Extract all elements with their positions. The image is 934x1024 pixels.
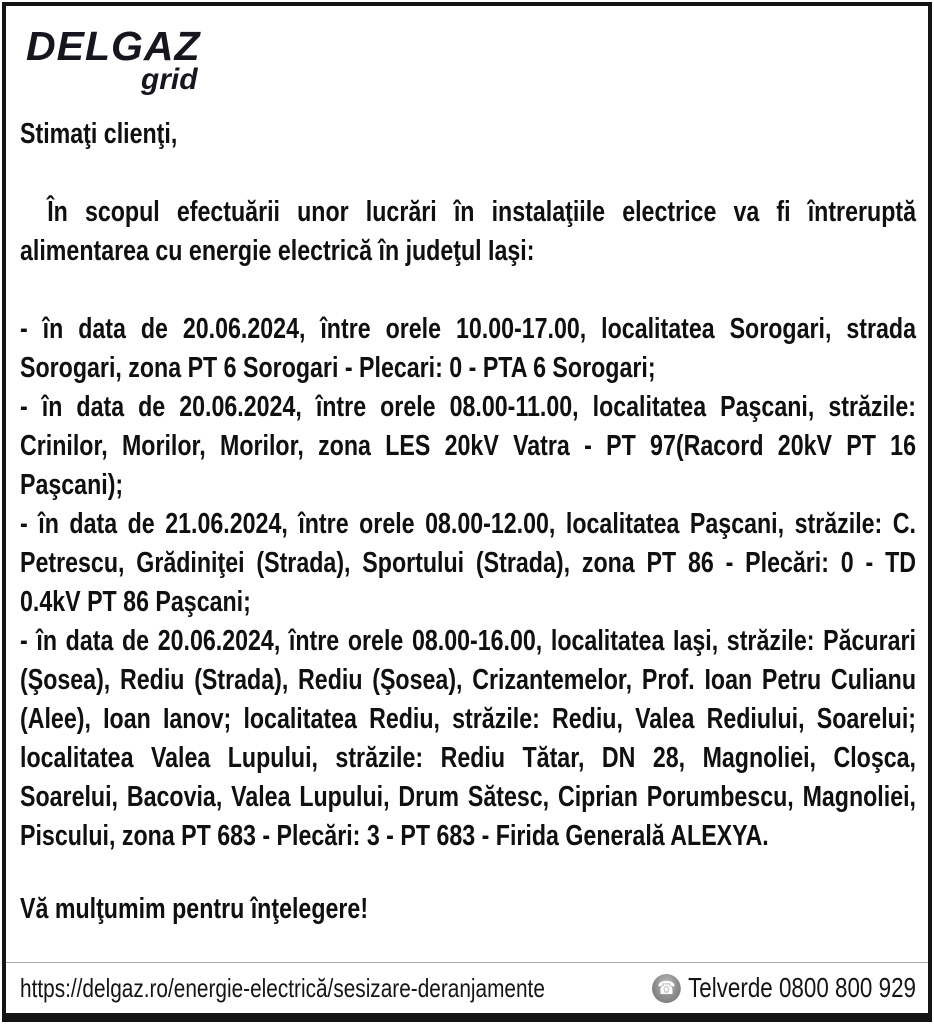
outage-item-pascani-2: - în data de 21.06.2024, între orele 08.00-12.00, localitatea Paşcani, străzile: C. Petrescu, Grădiniţei (Strada), Sportului (Strada), zona PT 86 - Plecări: 0 - TD 0.4kV PT 86 Paşcani; xyxy=(20,508,916,618)
notice-content xyxy=(6,6,928,1013)
outage-item-iasi: - în data de 20.06.2024, între orele 08.00-16.00, localitatea Iaşi, străzile: Păcurari (Şosea), Rediu (Strada), Rediu (Şosea), Crizantemelor, Prof. Ioan Petru Culianu (Alee), Ioan Ianov; localitatea Rediu, străzile: Rediu, Valea Rediului, Soarelui; localitatea Valea Lupului, străzile: Rediu Tătar, DN 28, Magnoliei, Cloşca, Soarelui, Bacovia, Valea Lupului, Drum Sătesc, Ciprian Porumbescu, Magnoliei, Piscului, zona PT 683 - Plecări: 3 - PT 683 - Firida Generală ALEXYA. xyxy=(20,625,916,852)
notice-body xyxy=(20,115,916,929)
outage-item-pascani-1: - în data de 20.06.2024, între orele 08.00-11.00, localitatea Paşcani, străzile: Crinilor, Morilor, Morilor, zona LES 20kV Vatra - PT 97(Racord 20kV PT 16 Paşcani); xyxy=(20,391,916,501)
delgaz-grid-logo xyxy=(26,23,201,96)
outage-notice-page xyxy=(2,2,932,1022)
telephone-icon: ☎ xyxy=(652,974,681,1003)
telverde-contact xyxy=(652,972,916,1004)
intro-paragraph: În scopul efectuării unor lucrări în instalaţiile electrice va fi întreruptă alimentarea cu energie electrică în judeţul Iaşi: xyxy=(20,196,916,267)
greeting-text: Stimaţi clienţi, xyxy=(20,118,178,150)
telverde-number: Telverde 0800 800 929 xyxy=(688,972,916,1003)
closing-text: Vă mulţumim pentru înţelegere! xyxy=(20,893,369,925)
notice-footer xyxy=(6,962,928,1009)
outage-list xyxy=(20,310,916,856)
logo-brand-text: DELGAZ xyxy=(26,23,201,69)
report-url: https://delgaz.ro/energie-electrică/sesizare-deranjamente xyxy=(20,972,545,1003)
logo-subbrand-text: grid xyxy=(140,63,198,96)
outage-item-sorogari: - în data de 20.06.2024, între orele 10.00-17.00, localitatea Sorogari, strada Sorogari, zona PT 6 Sorogari - Plecari: 0 - PTA 6 Sorogari; xyxy=(20,313,916,384)
